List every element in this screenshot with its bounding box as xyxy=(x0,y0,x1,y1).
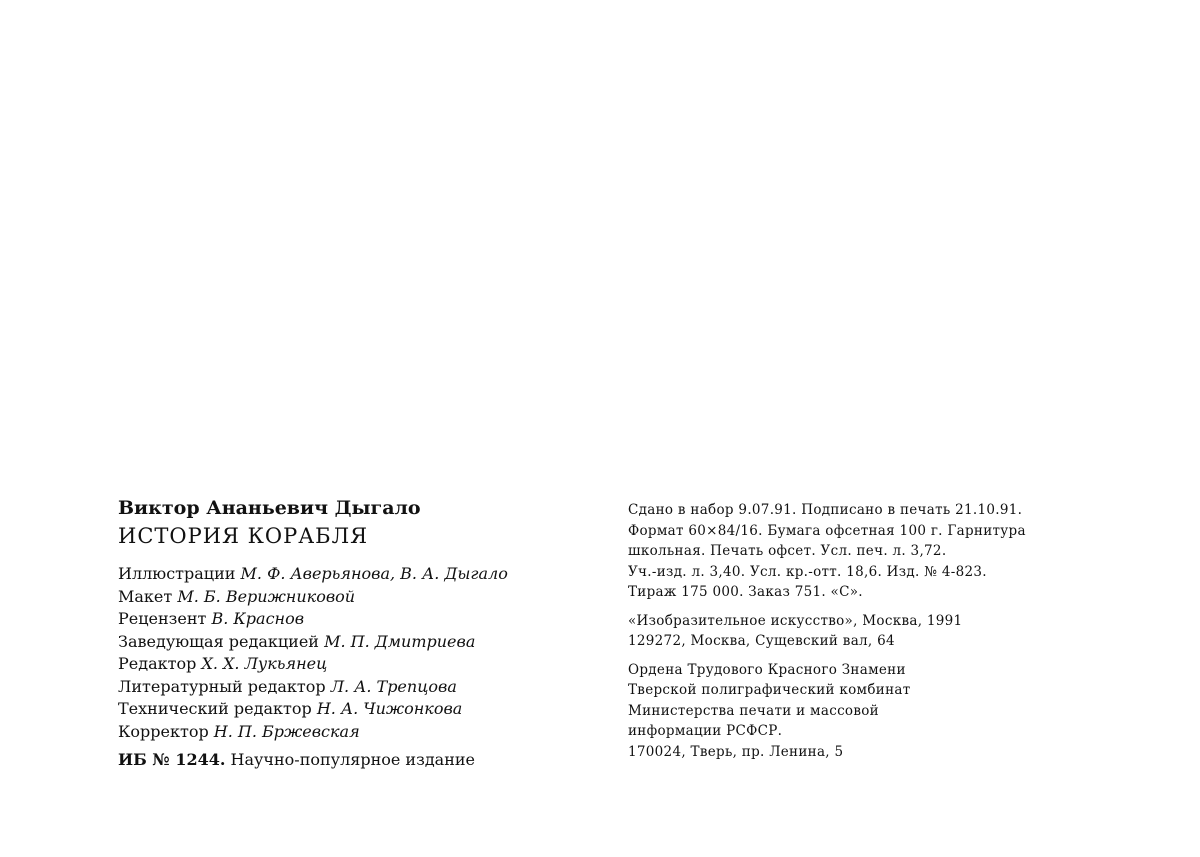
book-title: ИСТОРИЯ КОРАБЛЯ xyxy=(118,524,369,548)
credit-name: М. Б. Верижниковой xyxy=(177,586,356,606)
printer-line: Ордена Трудового Красного Знамени xyxy=(628,661,906,678)
colophon-right xyxy=(628,500,1148,770)
credit-name: В. Краснов xyxy=(211,609,305,628)
credit-name: Н. А. Чижонкова xyxy=(316,699,463,718)
colophon-left xyxy=(118,495,588,771)
credit-layout xyxy=(118,586,588,609)
credit-role: Заведующая редакцией xyxy=(118,631,319,651)
edition-type: Научно-популярное издание xyxy=(230,750,476,769)
printer-line: информации РСФСР. xyxy=(628,723,783,739)
ib-number: ИБ № 1244. xyxy=(118,750,226,769)
credit-role: Редактор xyxy=(118,654,197,673)
credit-editor xyxy=(118,653,588,676)
credit-name: Л. А. Трепцова xyxy=(330,676,457,696)
credit-technical-editor xyxy=(118,698,588,721)
credit-role: Литературный редактор xyxy=(118,676,326,696)
print-info-line: школьная. Печать офсет. Усл. печ. л. 3,72. xyxy=(628,543,947,559)
credit-head-editor xyxy=(118,631,588,654)
credit-role: Макет xyxy=(118,586,173,606)
credits-list xyxy=(118,563,588,743)
credit-name: М. Ф. Аверьянова, В. А. Дыгало xyxy=(240,564,508,583)
print-info-line: Тираж 175 000. Заказ 751. «С». xyxy=(628,584,863,600)
ib-line xyxy=(118,749,588,771)
author-name: Виктор Ананьевич Дыгало xyxy=(118,497,421,519)
publisher-line: «Изобразительное искусство», Москва, 1991 xyxy=(628,612,963,629)
credit-name: Н. П. Бржевская xyxy=(213,721,360,741)
credit-role: Рецензент xyxy=(118,609,207,628)
print-info-block xyxy=(628,500,1148,603)
publisher-block xyxy=(628,611,1148,652)
printer-block xyxy=(628,660,1148,763)
credit-name: Х. Х. Лукьянец xyxy=(201,654,328,673)
printer-line: Тверской полиграфический комбинат xyxy=(628,682,911,698)
print-info-line: Формат 60×84/16. Бумага офсетная 100 г. Гарнитура xyxy=(628,522,1026,539)
printer-line: 170024, Тверь, пр. Ленина, 5 xyxy=(628,743,844,760)
credit-literary-editor xyxy=(118,676,588,699)
credit-proofreader xyxy=(118,721,588,744)
credit-reviewer xyxy=(118,608,588,631)
credit-illustrations xyxy=(118,563,588,586)
credit-role: Технический редактор xyxy=(118,699,312,718)
print-info-line: Сдано в набор 9.07.91. Подписано в печать 21.10.91. xyxy=(628,502,1023,518)
credit-role: Иллюстрации xyxy=(118,564,236,583)
credit-role: Корректор xyxy=(118,721,209,741)
printer-line: Министерства печати и массовой xyxy=(628,702,879,719)
publisher-line: 129272, Москва, Сущевский вал, 64 xyxy=(628,633,895,649)
print-info-line: Уч.-изд. л. 3,40. Усл. кр.-отт. 18,6. Изд. № 4-823. xyxy=(628,563,987,580)
credit-name: М. П. Дмитриева xyxy=(324,631,476,651)
